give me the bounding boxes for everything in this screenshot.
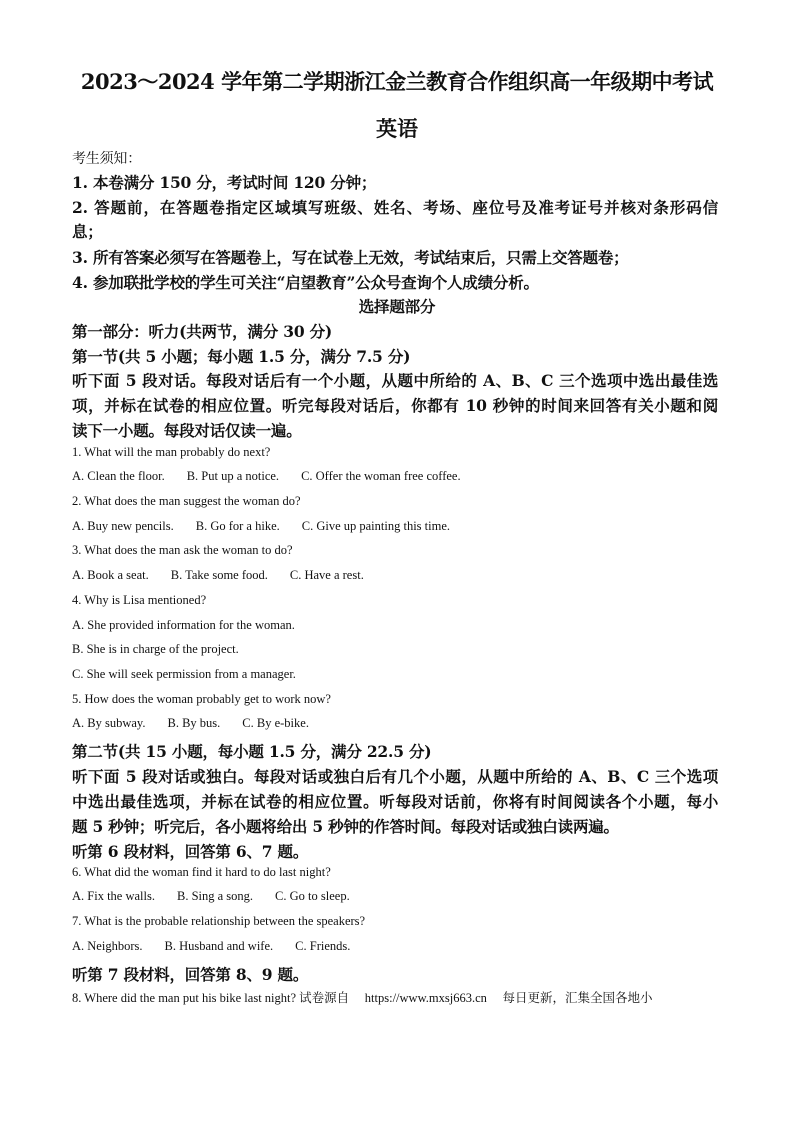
question-8: 8. Where did the man put his bike last night? 试卷源自 https://www.mxsj663.cn 每日更新，汇集全国各地小 bbox=[72, 991, 653, 1005]
section1-instruction-2: 项，并标在试卷的相应位置。听完每段对话后，你都有 10 秒钟的时间来回答有关小题和阅 bbox=[72, 396, 718, 415]
part-label: 选择题部分 bbox=[358, 297, 436, 316]
question-6: 6. What did the woman find it hard to do last night? bbox=[72, 865, 331, 879]
question-3: 3. What does the man ask the woman to do? bbox=[72, 543, 293, 557]
option-a: A. Buy new pencils. bbox=[72, 519, 174, 533]
question-1: 1. What will the man probably do next? bbox=[72, 445, 271, 459]
option-c: C. Have a rest. bbox=[289, 568, 364, 582]
question-7-options bbox=[72, 939, 350, 954]
section1-instruction-1: 听下面 5 段对话。每段对话后有一个小题，从题中所给的 A、B、C 三个选项中选出最佳选 bbox=[72, 371, 718, 390]
option-c: C. Friends. bbox=[295, 939, 351, 953]
option-c: C. She will seek permission from a manager. bbox=[72, 667, 296, 681]
option-b: B. Sing a song. bbox=[176, 889, 254, 903]
option-a: A. By subway. bbox=[72, 716, 146, 730]
option-b: B. Husband and wife. bbox=[164, 939, 274, 953]
notice-item-4: 4. 参加联批学校的学生可关注“启望教育”公众号查询个人成绩分析。 bbox=[72, 273, 539, 292]
question-3-options bbox=[72, 568, 364, 583]
exam-title: 2023～2024 学年第二学期浙江金兰教育合作组织高一年级期中考试 bbox=[80, 69, 714, 94]
material-6-heading: 听第 6 段材料，回答第 6、7 题。 bbox=[72, 842, 309, 861]
question-5-options bbox=[72, 716, 309, 731]
section1-heading: 第一节(共 5 小题；每小题 1.5 分，满分 7.5 分) bbox=[72, 347, 411, 366]
material-7-heading: 听第 7 段材料，回答第 8、9 题。 bbox=[72, 965, 309, 984]
option-b: B. She is in charge of the project. bbox=[72, 642, 239, 656]
part1-heading: 第一部分：听力(共两节，满分 30 分) bbox=[72, 322, 333, 341]
option-c: C. By e-bike. bbox=[242, 716, 309, 730]
question-7: 7. What is the probable relationship between the speakers? bbox=[72, 914, 366, 928]
question-4: 4. Why is Lisa mentioned? bbox=[72, 593, 207, 607]
option-b: B. Put up a notice. bbox=[186, 469, 280, 483]
option-c: C. Offer the woman free coffee. bbox=[301, 469, 461, 483]
option-a: A. Neighbors. bbox=[72, 939, 143, 953]
option-a: A. She provided information for the woman. bbox=[72, 618, 295, 632]
question-2: 2. What does the man suggest the woman do? bbox=[72, 494, 301, 508]
question-1-options bbox=[72, 469, 461, 484]
option-a: A. Fix the walls. bbox=[72, 889, 155, 903]
section2-instruction-1: 听下面 5 段对话或独白。每段对话或独白后有几个小题，从题中所给的 A、B、C 三个选项 bbox=[72, 767, 718, 786]
notice-item-3: 3. 所有答案必须写在答题卷上，写在试卷上无效，考试结束后，只需上交答题卷； bbox=[72, 248, 629, 267]
notice-item-2: 2. 答题前，在答题卷指定区域填写班级、姓名、考场、座位号及准考证号并核对条形码信 bbox=[72, 198, 718, 217]
question-6-options bbox=[72, 889, 350, 904]
option-b: B. Take some food. bbox=[170, 568, 268, 582]
option-a: A. Book a seat. bbox=[72, 568, 149, 582]
section2-instruction-3: 题 5 秒钟；听完后，各小题将给出 5 秒钟的作答时间。每段对话或独白读两遍。 bbox=[72, 817, 619, 836]
question-2-options bbox=[72, 519, 450, 534]
section2-instruction-2: 中选出最佳选项，并标在试卷的相应位置。听每段对话前，你将有时间阅读各个小题，每小 bbox=[72, 792, 718, 811]
section1-instruction-3: 读下一小题。每段对话仅读一遍。 bbox=[72, 421, 302, 440]
exam-subject: 英语 bbox=[376, 116, 418, 141]
option-b: B. By bus. bbox=[167, 716, 221, 730]
question-5: 5. How does the woman probably get to work now? bbox=[72, 692, 331, 706]
option-c: C. Give up painting this time. bbox=[301, 519, 451, 533]
option-b: B. Go for a hike. bbox=[195, 519, 280, 533]
option-a: A. Clean the floor. bbox=[72, 469, 165, 483]
section2-heading: 第二节(共 15 小题，每小题 1.5 分，满分 22.5 分) bbox=[72, 742, 432, 761]
option-c: C. Go to sleep. bbox=[275, 889, 350, 903]
notice-item-2-cont: 息； bbox=[72, 222, 103, 241]
notice-heading: 考生须知： bbox=[72, 151, 141, 167]
notice-item-1: 1. 本卷满分 150 分，考试时间 120 分钟； bbox=[72, 173, 377, 192]
